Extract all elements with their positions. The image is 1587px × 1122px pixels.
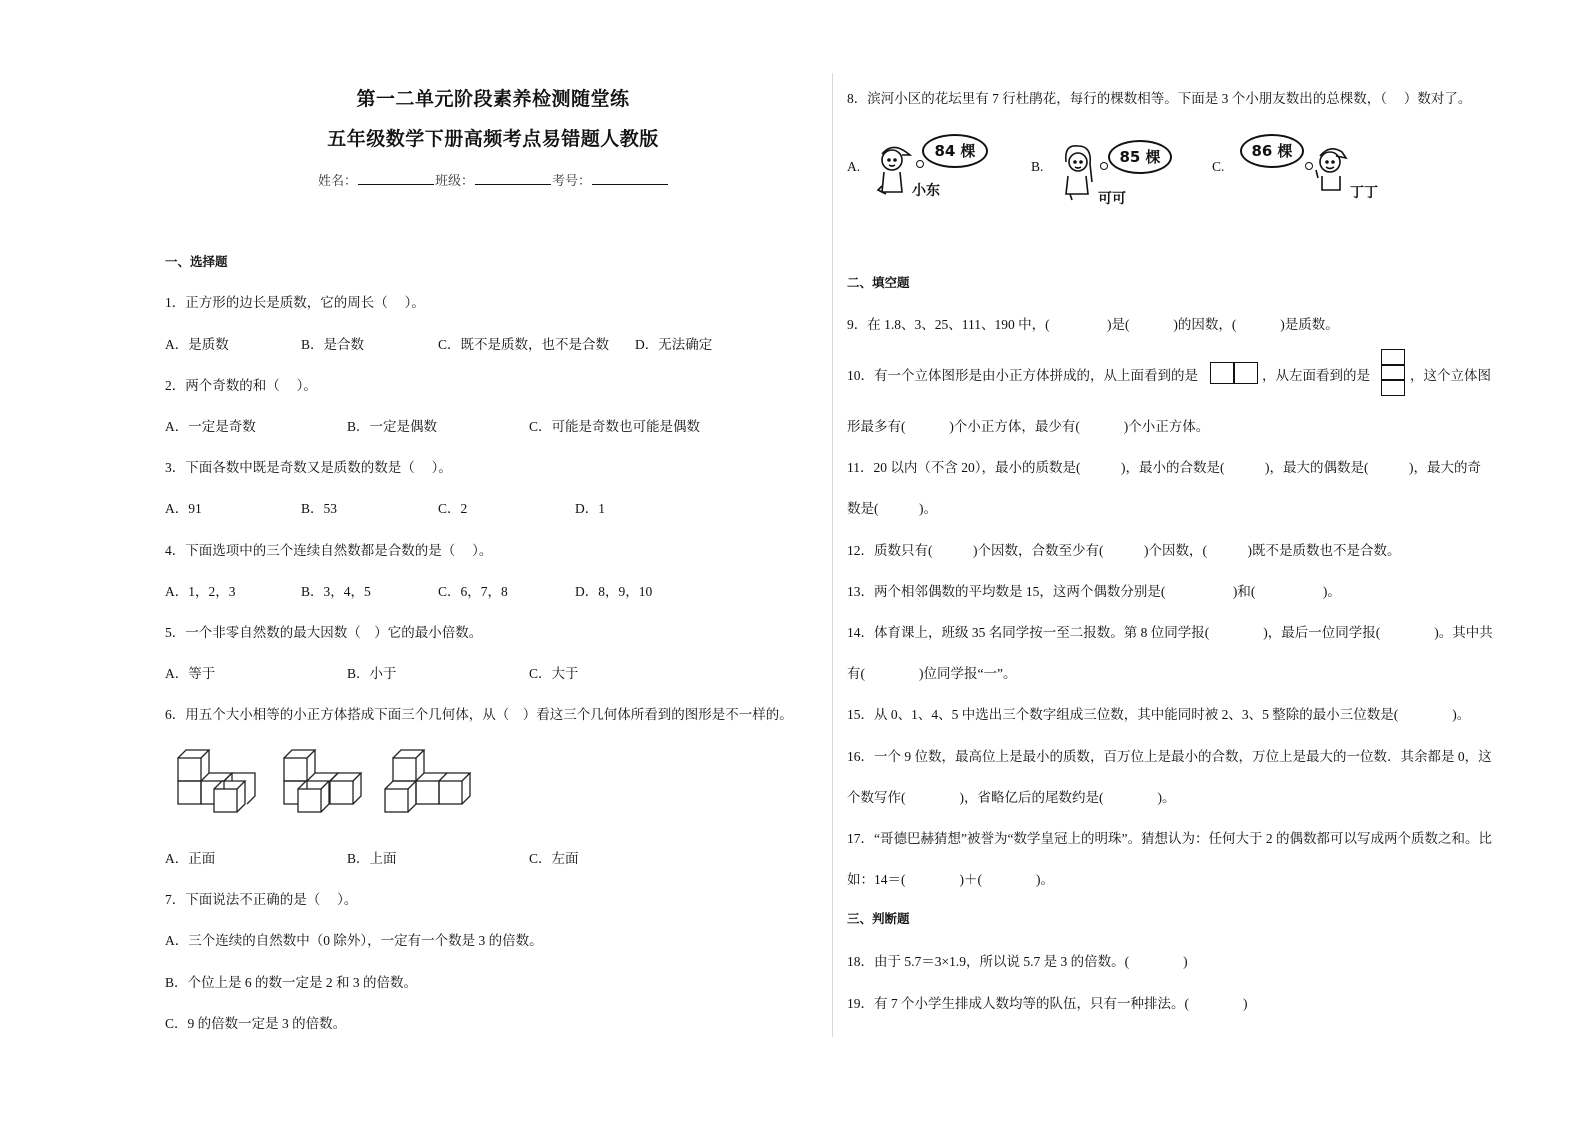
exam-number-blank[interactable] bbox=[592, 172, 668, 185]
section-title-fill: 二、填空题 bbox=[847, 275, 910, 290]
question-17-line1: 17．“哥德巴赫猜想”被誉为“数学皇冠上的明珠”。猜想认为：任何大于 2 的偶数都可以写成两个质数之和。比 bbox=[847, 831, 1492, 846]
q8-option-c-label: C. bbox=[1212, 159, 1225, 174]
q7-option-b: B．个位上是 6 的数一定是 2 和 3 的倍数。 bbox=[165, 975, 418, 990]
cube-figure-2-icon bbox=[284, 750, 361, 812]
thought-dot-b bbox=[1100, 162, 1108, 170]
q6-option-b: B．上面 bbox=[347, 851, 397, 866]
question-11-line1: 11．20 以内（不含 20），最小的质数是( )，最小的合数是( )，最大的偶数是( )，最大的奇 bbox=[847, 460, 1481, 475]
question-12-stem: 12．质数只有( )个因数，合数至少有( )个因数，( )既不是质数也不是合数。 bbox=[847, 543, 1401, 558]
name-xiaodong: 小东 bbox=[912, 183, 940, 199]
q1-option-c: C．既不是质数，也不是合数 bbox=[438, 337, 610, 352]
top-view-figure-icon bbox=[1210, 362, 1258, 384]
question-16-line2: 个数写作( )，省略亿后的尾数约是( )。 bbox=[847, 790, 1176, 805]
column-divider bbox=[832, 73, 833, 1037]
thought-dot-a bbox=[916, 160, 924, 168]
q5-option-a: A．等于 bbox=[165, 666, 216, 681]
exam-title: 第一二单元阶段素养检测随堂练 bbox=[356, 88, 630, 110]
section-title-choice: 一、选择题 bbox=[165, 254, 228, 269]
q2-option-a: A．一定是奇数 bbox=[165, 419, 256, 434]
cube-figures bbox=[172, 748, 482, 818]
question-14-line1: 14．体育课上，班级 35 名同学按一至二报数。第 8 位同学报( )，最后一位同学报( )。其中共 bbox=[847, 625, 1493, 640]
q4-option-b: B．3，4，5 bbox=[301, 584, 371, 599]
question-4-stem: 4．下面选项中的三个连续自然数都是合数的是（ ）。 bbox=[165, 543, 493, 558]
question-18-stem: 18．由于 5.7＝3×1.9，所以说 5.7 是 3 的倍数。( ) bbox=[847, 954, 1188, 969]
question-19-stem: 19．有 7 个小学生排成人数均等的队伍，只有一种排法。( ) bbox=[847, 996, 1248, 1011]
q4-option-d: D．8，9，10 bbox=[575, 584, 653, 599]
bubble-85: 85 棵 bbox=[1108, 140, 1172, 174]
q1-option-a: A．是质数 bbox=[165, 337, 229, 352]
question-7-stem: 7．下面说法不正确的是（ ）。 bbox=[165, 892, 358, 907]
q2-option-c: C．可能是奇数也可能是偶数 bbox=[529, 419, 701, 434]
cube-figure-3-icon bbox=[385, 750, 470, 812]
bubble-86: 86 棵 bbox=[1240, 134, 1304, 168]
q3-option-b: B．53 bbox=[301, 501, 338, 516]
question-9-stem: 9．在 1.8、3、25、111、190 中，( )是( )的因数，( )是质数。 bbox=[847, 317, 1339, 332]
name-keke: 可可 bbox=[1098, 191, 1126, 207]
q1-option-b: B．是合数 bbox=[301, 337, 365, 352]
question-10-line2: 形最多有( )个小正方体，最少有( )个小正方体。 bbox=[847, 419, 1210, 434]
boy-dingding-icon bbox=[1312, 142, 1348, 198]
question-17-line2: 如：14＝( )＋( )。 bbox=[847, 872, 1054, 887]
question-16-line1: 16．一个 9 位数，最高位上是最小的质数，百万位上是最小的合数，万位上是最大的一位数．其余都是 0，这 bbox=[847, 749, 1492, 764]
student-info-row bbox=[318, 170, 669, 189]
q5-option-b: B．小于 bbox=[347, 666, 397, 681]
boy-xiaodong-icon bbox=[876, 142, 912, 200]
class-label: 班级： bbox=[435, 173, 475, 188]
q6-option-a: A．正面 bbox=[165, 851, 216, 866]
question-15-stem: 15．从 0、1、4、5 中选出三个数字组成三位数，其中能同时被 2、3、5 整除的最小三位数是( )。 bbox=[847, 707, 1471, 722]
q4-option-c: C．6，7，8 bbox=[438, 584, 508, 599]
q4-option-a: A．1，2，3 bbox=[165, 584, 236, 599]
question-10-part1: 10．有一个立体图形是由小正方体拼成的，从上面看到的是 bbox=[847, 368, 1198, 383]
cube-figure-1-icon bbox=[178, 750, 255, 812]
exam-subtitle: 五年级数学下册高频考点易错题人教版 bbox=[327, 128, 659, 150]
q7-option-c: C．9 的倍数一定是 3 的倍数。 bbox=[165, 1016, 347, 1031]
name-dingding: 丁丁 bbox=[1350, 185, 1378, 201]
q6-option-c: C．左面 bbox=[529, 851, 579, 866]
q2-option-b: B．一定是偶数 bbox=[347, 419, 438, 434]
q8-option-b-label: B. bbox=[1031, 159, 1044, 174]
question-10-part2: ，从左面看到的是 bbox=[1262, 368, 1370, 383]
q5-option-c: C．大于 bbox=[529, 666, 579, 681]
question-5-stem: 5．一个非零自然数的最大因数（ ）它的最小倍数。 bbox=[165, 625, 483, 640]
q8-option-a-label: A. bbox=[847, 159, 861, 174]
question-3-stem: 3．下面各数中既是奇数又是质数的数是（ ）。 bbox=[165, 460, 452, 475]
question-1-stem: 1．正方形的边长是质数，它的周长（ ）。 bbox=[165, 295, 425, 310]
question-6-stem: 6．用五个大小相等的小正方体搭成下面三个几何体，从（ ）看这三个几何体所看到的图形是不一样的。 bbox=[165, 707, 793, 722]
question-10-part3: ，这个立体图 bbox=[1410, 368, 1491, 383]
name-blank[interactable] bbox=[358, 172, 434, 185]
question-14-line2: 有( )位同学报“一”。 bbox=[847, 666, 1017, 681]
left-view-figure-icon bbox=[1381, 349, 1405, 396]
exam-number-label: 考号： bbox=[552, 173, 592, 188]
q7-option-a: A．三个连续的自然数中（0 除外），一定有一个数是 3 的倍数。 bbox=[165, 933, 543, 948]
bubble-84: 84 棵 bbox=[922, 134, 988, 168]
section-title-judge: 三、判断题 bbox=[847, 911, 910, 926]
q1-option-d: D．无法确定 bbox=[635, 337, 713, 352]
question-2-stem: 2．两个奇数的和（ ）。 bbox=[165, 378, 317, 393]
q3-option-a: A．91 bbox=[165, 501, 202, 516]
question-8-stem: 8．滨河小区的花坛里有 7 行杜鹃花，每行的棵数相等。下面是 3 个小朋友数出的总棵数，（ ）数对了。 bbox=[847, 91, 1472, 106]
question-13-stem: 13．两个相邻偶数的平均数是 15，这两个偶数分别是( )和( )。 bbox=[847, 584, 1341, 599]
question-11-line2: 数是( )。 bbox=[847, 501, 937, 516]
q3-option-c: C．2 bbox=[438, 501, 468, 516]
class-blank[interactable] bbox=[475, 172, 551, 185]
name-label: 姓名： bbox=[318, 173, 358, 188]
q3-option-d: D．1 bbox=[575, 501, 605, 516]
girl-keke-icon bbox=[1060, 142, 1096, 204]
